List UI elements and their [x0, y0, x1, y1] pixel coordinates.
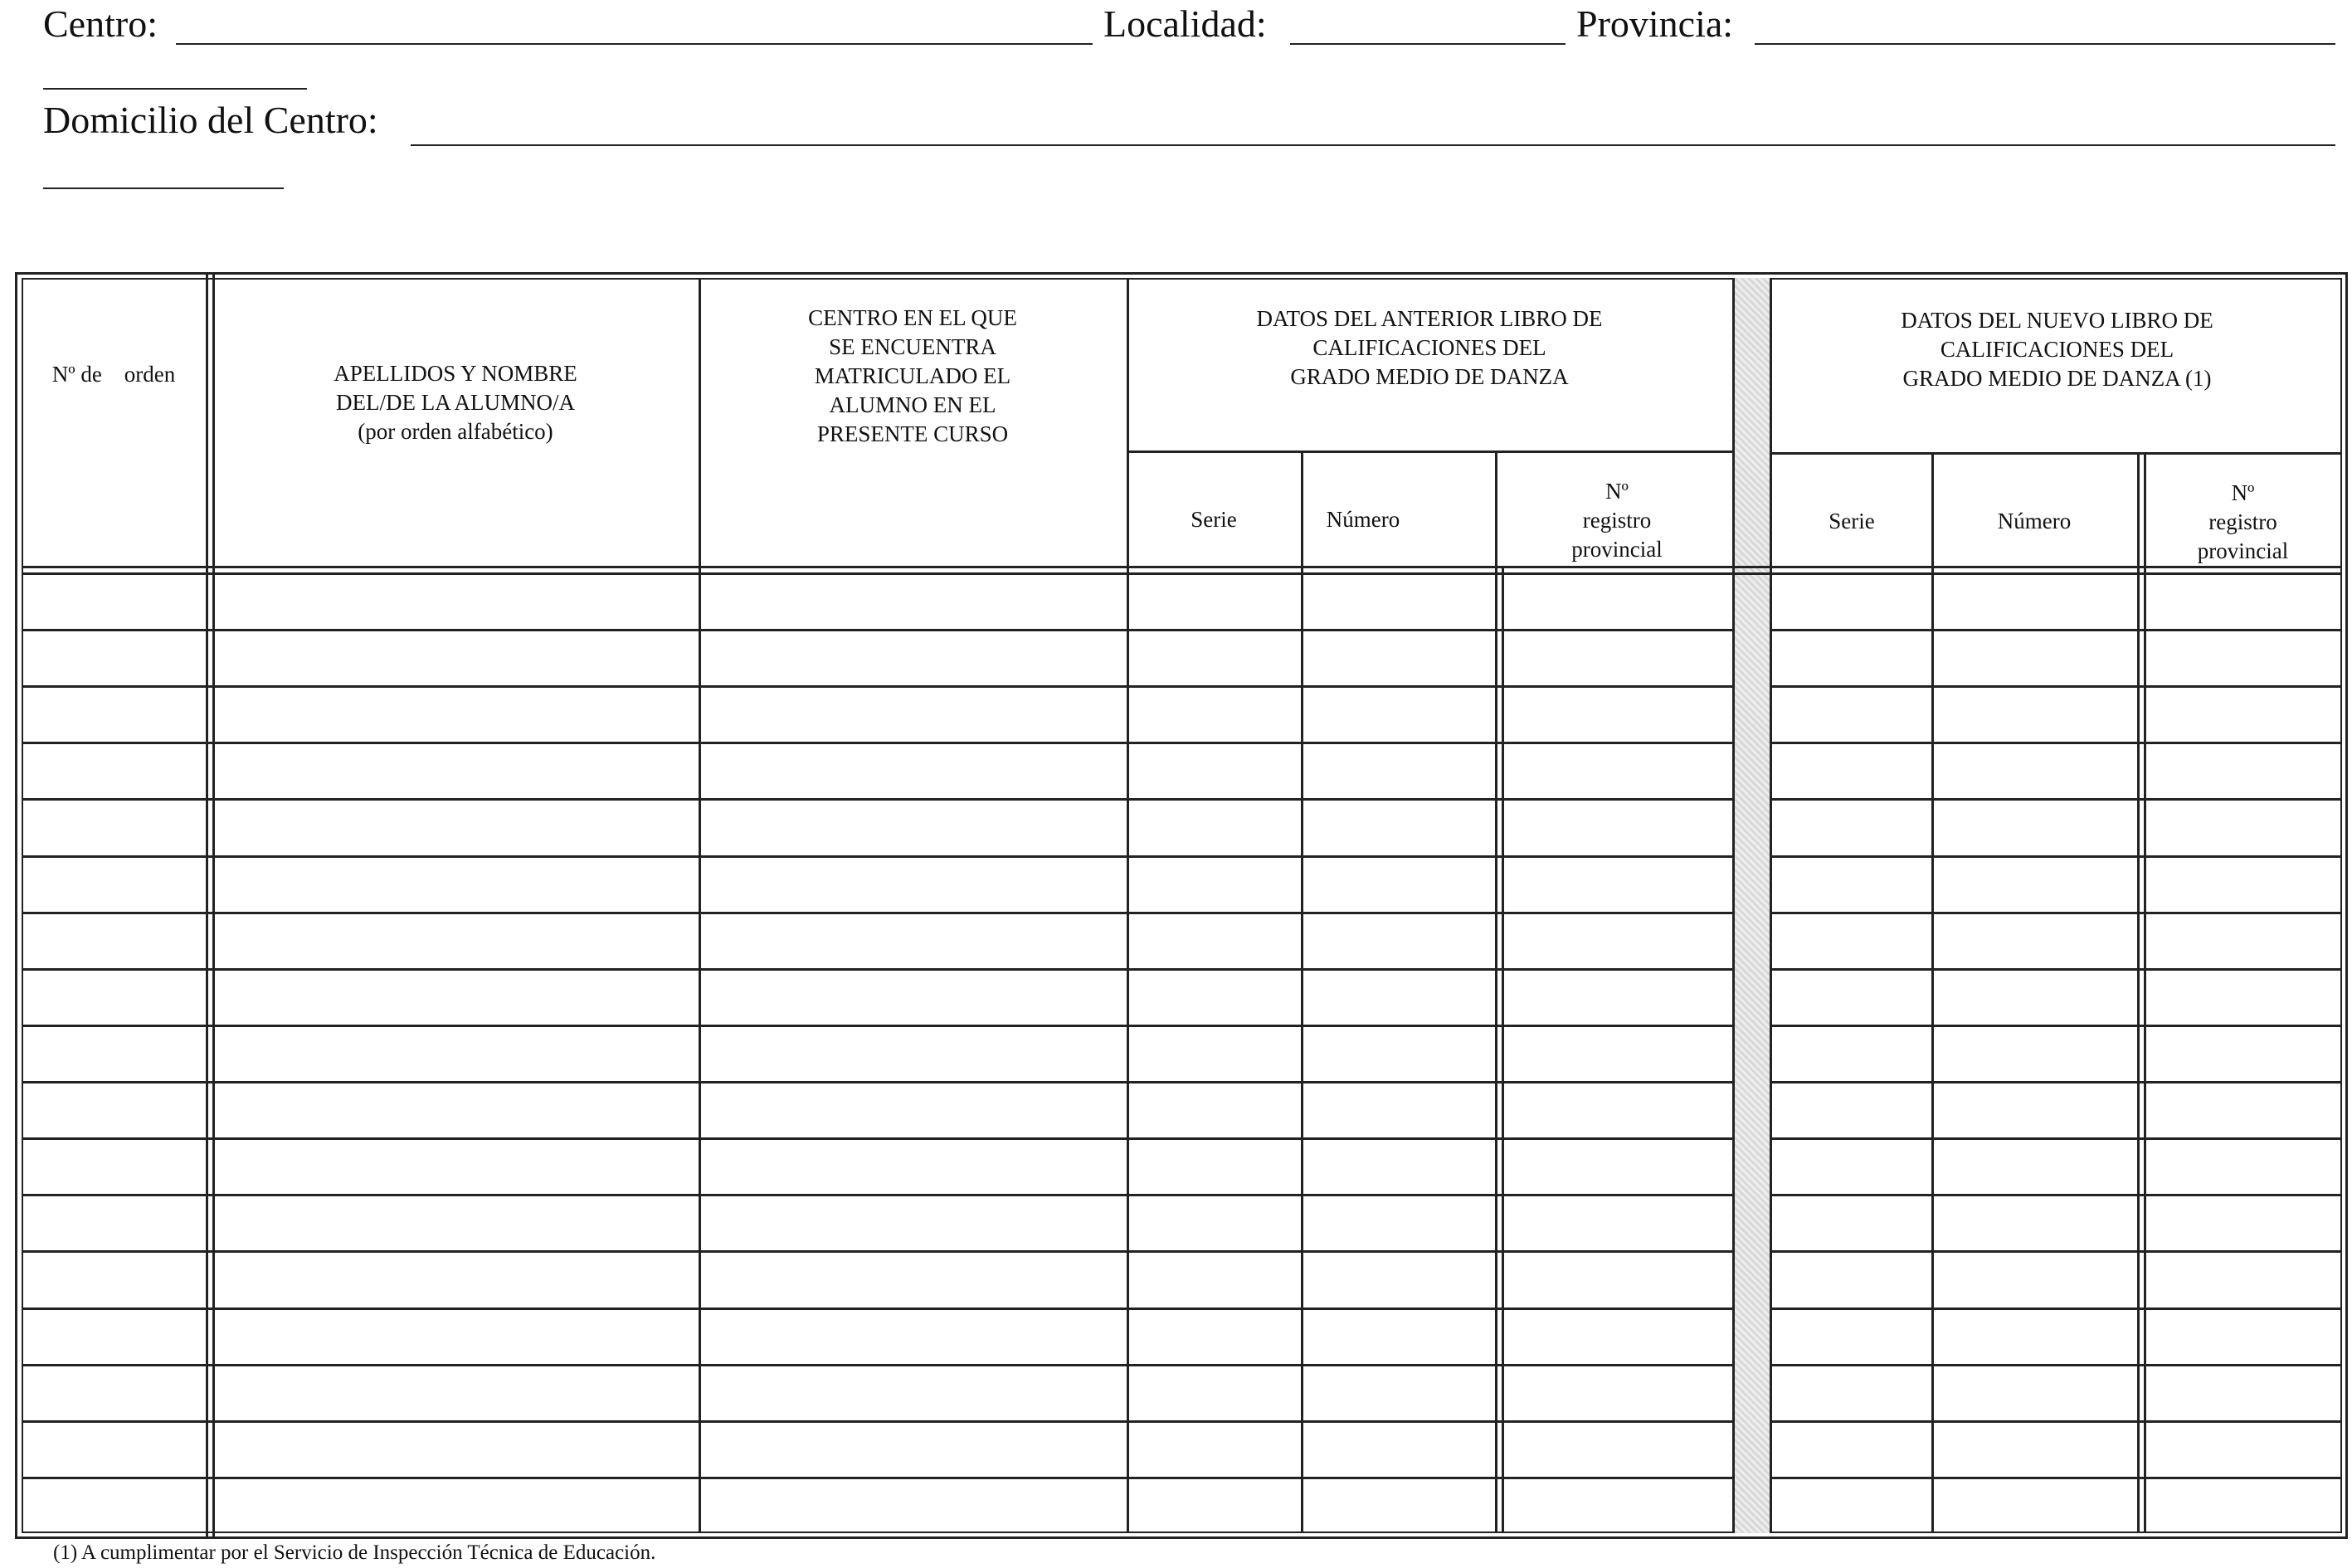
table-row-line — [1772, 798, 2342, 801]
subheader-registro-anterior — [1502, 477, 1732, 564]
provincia-label: Provincia: — [1576, 2, 1734, 45]
subheader-registro-anterior-line-3: provincial — [1571, 537, 1663, 562]
col-divider-serie-new — [1931, 452, 1934, 1533]
subheader-registro-nuevo-line-2: registro — [2208, 509, 2277, 534]
footnote: (1) A cumplimentar por el Servicio de Inspección Técnica de Educación. — [53, 1541, 656, 1564]
table-row-line — [1772, 742, 2342, 744]
table-row-line — [22, 1307, 1732, 1310]
table-row-line — [1772, 1194, 2342, 1196]
table-row-line — [22, 1250, 1732, 1253]
table-row-line — [22, 1364, 1732, 1366]
table-row-line — [1772, 1364, 2342, 1366]
domicilio-field-line-continued[interactable] — [43, 187, 284, 189]
header-centro-line-5: PRESENTE CURSO — [816, 421, 1009, 446]
table-row-line — [1772, 1477, 2342, 1479]
table-row-line — [22, 968, 1732, 971]
table-row-line — [22, 798, 1732, 801]
table-row-line — [22, 1477, 1732, 1479]
table-row-line — [22, 685, 1732, 688]
col-divider-numero-new — [2137, 452, 2140, 1533]
header-apellidos-line-3: (por orden alfabético) — [358, 419, 553, 444]
table-row-line — [22, 1081, 1732, 1083]
col-divider-orden-double — [212, 274, 215, 1538]
header-apellidos — [212, 359, 699, 446]
header-centro-line-1: CENTRO EN EL QUE — [808, 305, 1017, 330]
col-divider-numero-ant — [1495, 452, 1497, 1533]
col-divider-serie-ant — [1301, 452, 1303, 1533]
header-centro — [699, 304, 1127, 449]
provincia-field-line[interactable] — [1755, 43, 2335, 45]
table-row-line — [22, 1420, 1732, 1423]
provincia-field-line-continued[interactable] — [43, 88, 307, 90]
header-centro-line-2: SE ENCUENTRA — [829, 334, 996, 359]
table-row-line — [1772, 1081, 2342, 1083]
header-group-anterior — [1127, 304, 1732, 392]
subheader-numero-nuevo: Número — [1997, 509, 2072, 533]
table-row-line — [1772, 1420, 2342, 1423]
subheader-serie-nuevo: Serie — [1829, 509, 1875, 533]
table-row-line — [22, 1025, 1732, 1027]
domicilio-label: Domicilio del Centro: — [43, 99, 378, 141]
table-row-line — [1772, 1137, 2342, 1140]
table-row-line — [1772, 1250, 2342, 1253]
header-apellidos-line-2: DEL/DE LA ALUMNO/A — [336, 390, 575, 415]
table-row-line — [1772, 629, 2342, 631]
localidad-label: Localidad: — [1103, 2, 1267, 45]
table-row-line — [1772, 968, 2342, 971]
header-group-nuevo-line-3: GRADO MEDIO DE DANZA (1) — [1902, 366, 2212, 391]
header-centro-line-3: MATRICULADO EL — [814, 363, 1011, 388]
header-bottom-line — [22, 566, 2342, 568]
table-row-line — [22, 855, 1732, 858]
header-group-nuevo-line-1: DATOS DEL NUEVO LIBRO DE — [1901, 308, 2213, 333]
col-divider-numero-new-double — [2144, 452, 2146, 1533]
table-row-line — [1772, 1025, 2342, 1027]
header-group-nuevo-line-2: CALIFICACIONES DEL — [1940, 337, 2174, 362]
subheader-registro-anterior-line-1: Nº — [1605, 479, 1629, 504]
table-row-line — [1772, 912, 2342, 914]
col-divider-apellidos — [699, 278, 701, 1533]
group-header-divider-nuevo — [1772, 452, 2342, 455]
subheader-registro-nuevo — [2144, 479, 2342, 566]
col-divider-orden — [206, 274, 208, 1538]
table-row-line — [22, 912, 1732, 914]
table-row-line — [22, 629, 1732, 631]
localidad-field-line[interactable] — [1290, 43, 1566, 45]
subheader-registro-anterior-line-2: registro — [1582, 508, 1652, 533]
header-group-anterior-line-2: CALIFICACIONES DEL — [1312, 335, 1546, 360]
header-group-anterior-line-1: DATOS DEL ANTERIOR LIBRO DE — [1256, 306, 1603, 331]
header-group-anterior-line-3: GRADO MEDIO DE DANZA — [1290, 364, 1569, 389]
table-row-line — [22, 1137, 1732, 1140]
centro-field-line[interactable] — [176, 43, 1093, 45]
table-row-line — [1772, 1307, 2342, 1310]
group-header-divider-anterior — [1127, 450, 1732, 453]
col-divider-numero-ant-double — [1502, 568, 1504, 1533]
header-group-nuevo — [1772, 306, 2342, 393]
subheader-numero-anterior: Número — [1326, 507, 1400, 532]
header-apellidos-line-1: APELLIDOS Y NOMBRE — [334, 361, 577, 386]
subheader-registro-nuevo-line-1: Nº — [2231, 480, 2255, 505]
centro-label: Centro: — [43, 2, 158, 45]
header-orden: Nº de orden — [51, 362, 176, 387]
register-table-inner-frame — [22, 278, 2342, 1533]
subheader-registro-nuevo-line-3: provincial — [2197, 538, 2289, 563]
header-bottom-line-double — [22, 572, 2342, 575]
table-row-line — [1772, 685, 2342, 688]
col-divider-centro — [1127, 278, 1129, 1533]
table-row-line — [1772, 855, 2342, 858]
separator-column — [1732, 278, 1772, 1533]
subheader-serie-anterior: Serie — [1191, 507, 1237, 532]
header-centro-line-4: ALUMNO EN EL — [829, 392, 996, 417]
table-row-line — [22, 742, 1732, 744]
table-row-line — [22, 1194, 1732, 1196]
domicilio-field-line[interactable] — [411, 144, 2335, 146]
